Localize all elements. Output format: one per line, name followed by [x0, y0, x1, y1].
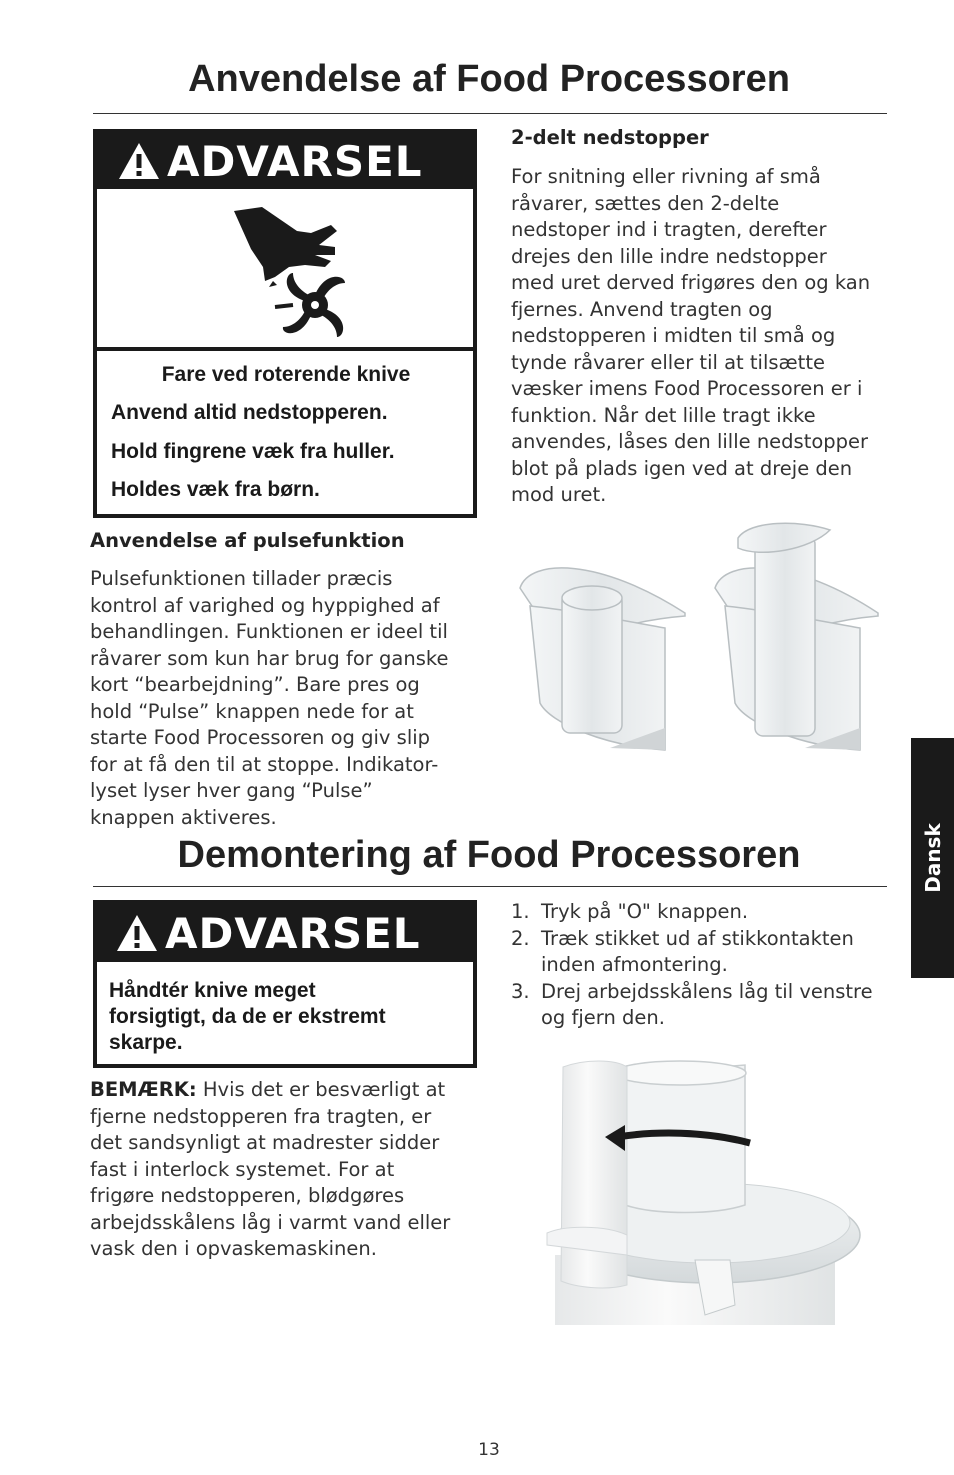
text-line: for at få den til at stoppe. Indikator-: [90, 752, 439, 776]
text-line: anvendes, låses den lille nedstopper: [511, 430, 869, 453]
text-line: tynde råvarer eller til at tilsætte: [511, 350, 825, 374]
step-number: 3.: [511, 979, 530, 1003]
text-line: det sandsynligt at madrester sidder: [90, 1131, 440, 1154]
pulse-paragraph: [90, 566, 480, 831]
text-line: drejes den lille indre nedstopper: [511, 244, 827, 268]
warning-line: forsigtigt, da de er ekstremt: [109, 1005, 386, 1028]
text-line: vask den i opvaskemaskinen.: [90, 1237, 377, 1260]
text-line: kontrol af varighed og hyppighed af: [90, 593, 440, 617]
language-tab: [911, 738, 954, 978]
text-line: arbejdsskålens låg i varmt vand eller: [90, 1210, 451, 1234]
text-line: råvarer som kun har brug for ganske: [90, 646, 449, 670]
text-line: Tryk på "O" knappen.: [541, 900, 749, 923]
text-line: starte Food Processoren og giv slip: [90, 726, 431, 749]
step-number: 1.: [511, 900, 530, 923]
warning-line: Hold fingrene væk fra huller.: [111, 440, 395, 463]
text-line: Pulsefunktionen tillader præcis: [90, 567, 393, 590]
text-line: For snitning eller rivning af små: [511, 165, 821, 188]
note-label: BEMÆRK:: [90, 1078, 197, 1101]
text-line: råvarer, sættes den 2-delte: [511, 191, 780, 215]
text-line: funktion. Når det lille tragt ikke: [511, 403, 816, 427]
pulse-heading: Anvendelse af pulsefunktion: [90, 529, 405, 552]
text-line: inden afmontering.: [541, 953, 728, 976]
text-line: fjernes. Anvend tragten og: [511, 297, 773, 321]
text-line: væsker imens Food Processoren er i: [511, 377, 863, 400]
text-line: fast i interlock systemet. For at: [90, 1157, 395, 1181]
note-first-line: [90, 1077, 480, 1104]
text-line: Drej arbejdsskålens låg til venstre: [541, 979, 873, 1003]
text-line: nedstoper ind i tragten, derefter: [511, 218, 827, 241]
warning-label: ADVARSEL: [167, 136, 423, 186]
text-line: Hvis det er besværligt at: [196, 1078, 446, 1101]
disassembly-steps: [511, 899, 911, 1032]
pusher-heading: 2-delt nedstopper: [511, 126, 709, 149]
warning-header: [97, 904, 473, 962]
text-line: og fjern den.: [541, 1006, 665, 1029]
warning-label: ADVARSEL: [165, 908, 421, 958]
text-line: med uret derved frigøres den og kan: [511, 271, 871, 294]
step-text: [541, 979, 873, 1032]
text-line: nedstopperen i midten til små og: [511, 324, 836, 347]
step-text: [541, 899, 748, 926]
text-line: lyset lyser hver gang “Pulse”: [90, 779, 373, 802]
warning-line: Holdes væk fra børn.: [111, 478, 320, 501]
text-line: hold “Pulse” knappen nede for at: [90, 699, 414, 723]
pusher-paragraph: [511, 164, 901, 509]
two-part-pusher-illustration: [510, 518, 890, 758]
text-line: behandlingen. Funktionen er ideel til: [90, 620, 448, 643]
text-line: blot på plads igen ved at dreje den: [511, 456, 853, 480]
text-line: mod uret.: [511, 483, 607, 506]
text-line: kort “bearbejdning”. Bare pres og: [90, 673, 420, 696]
section-divider: [93, 113, 887, 114]
section-title-usage: Anvendelse af Food Processoren: [188, 58, 790, 100]
step-item: [511, 926, 911, 979]
warning-line: skarpe.: [109, 1031, 183, 1054]
warning-text-2: [109, 978, 463, 1056]
note-paragraph: [90, 1077, 480, 1263]
warning-triangle-icon: [115, 913, 159, 953]
warning-line: Anvend altid nedstopperen.: [111, 401, 388, 424]
text-line: Træk stikket ud af stikkontakten: [541, 926, 854, 950]
step-number: 2.: [511, 926, 530, 950]
warning-header: [97, 133, 473, 189]
warning-triangle-icon: [117, 141, 161, 181]
step-item: [511, 899, 911, 926]
text-line: frigøre nedstopperen, blødgøres: [90, 1184, 405, 1207]
warning-text-1: [111, 363, 461, 516]
language-tab-label: Dansk: [920, 823, 945, 893]
rotating-blade-hazard-icon: [97, 189, 473, 347]
text-line: fjerne nedstopperen fra tragten, er: [90, 1104, 432, 1128]
step-text: [541, 926, 854, 979]
section-divider: [93, 886, 887, 887]
warning-box-blades: [93, 129, 477, 518]
text-line: knappen aktiveres.: [90, 805, 277, 829]
warning-line: Fare ved roterende knive: [161, 363, 411, 386]
page-number: 13: [478, 1440, 500, 1460]
step-item: [511, 979, 911, 1032]
warning-line: Håndtér knive meget: [109, 979, 316, 1002]
warning-box-sharp-blades: [93, 900, 477, 1068]
food-processor-lid-illustration: [545, 1055, 865, 1325]
hazard-pictogram: [97, 189, 473, 351]
section-title-disassembly: Demontering af Food Processoren: [177, 834, 801, 876]
